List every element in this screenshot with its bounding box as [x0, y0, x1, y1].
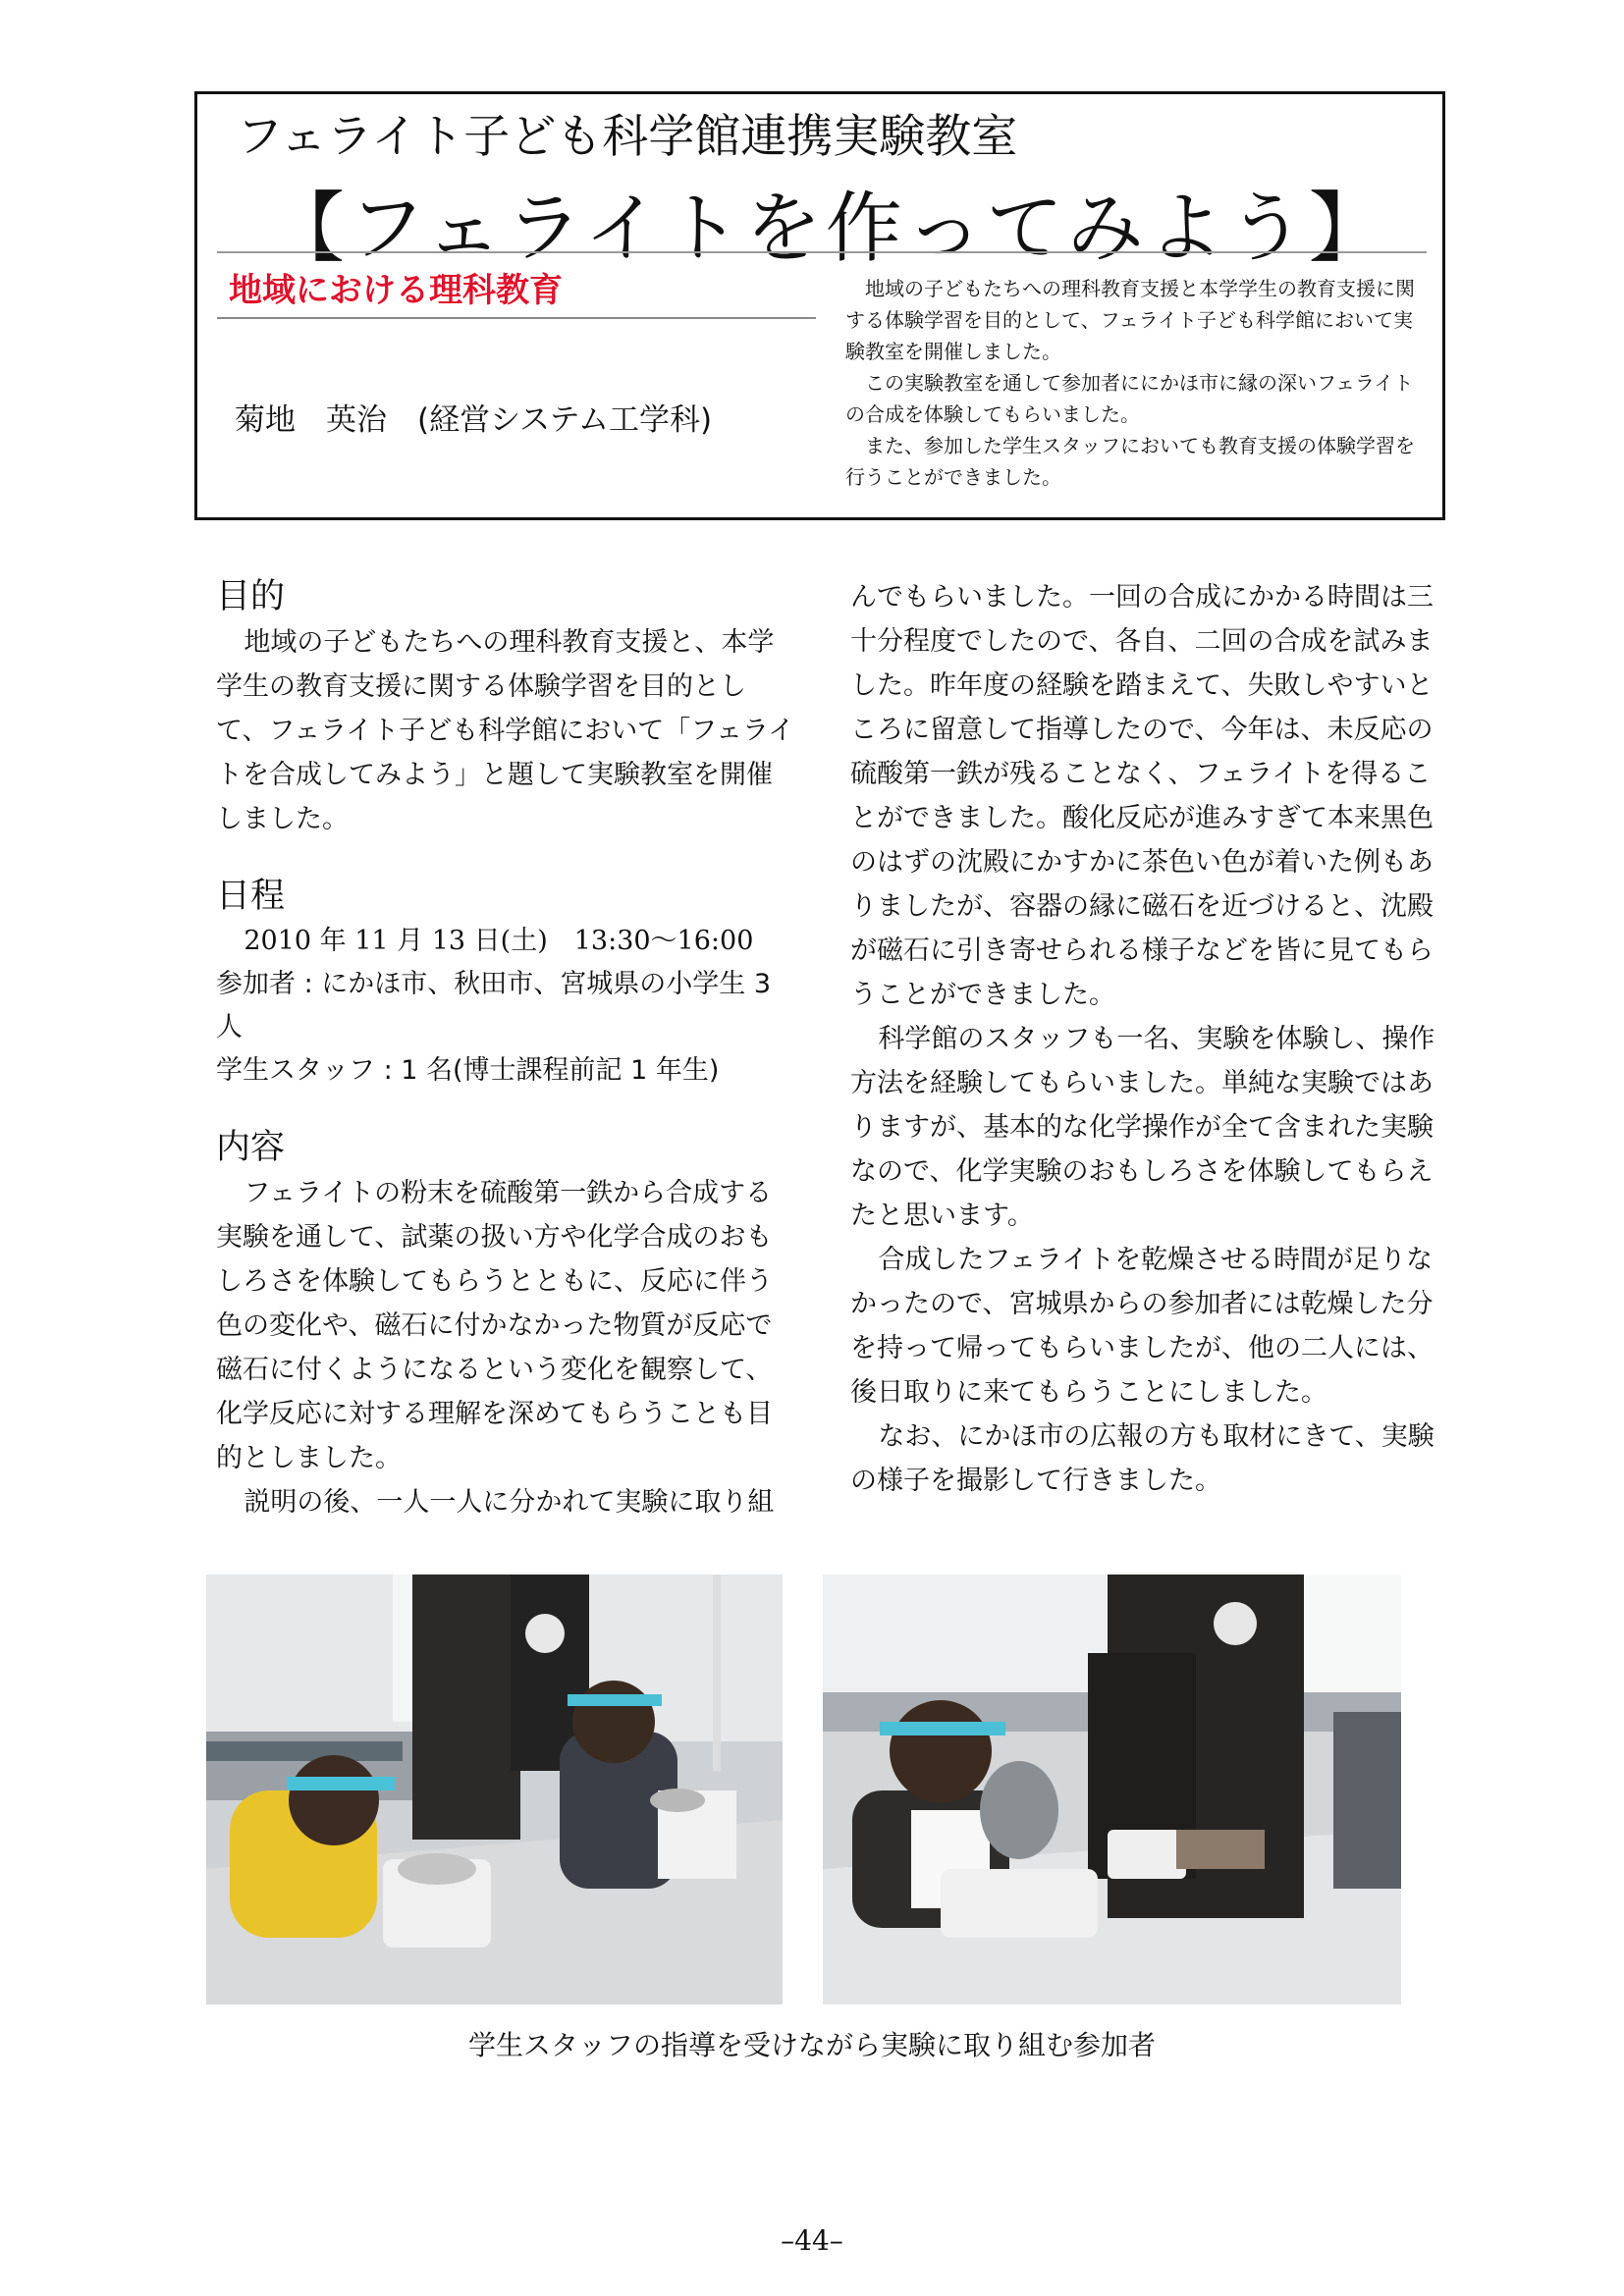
title-box: [194, 91, 1445, 520]
category-divider: [217, 317, 816, 319]
schedule-date: 2010 年 11 月 13 日(土) 13:30〜16:00: [244, 926, 754, 956]
experiment-photo-2: [823, 1575, 1401, 2004]
abstract-paragraph: また、参加した学生スタッフにおいても教育支援の体験学習を行うことができました。: [845, 434, 1415, 489]
content-paragraph: 科学館のスタッフも一名、実験を体験し、操作方法を経験してもらいました。単純な実験ではありますが、基本的な化学操作が全て含まれた実験なので、化学実験のおもしろさを体験してもらえたと思います。: [850, 1024, 1435, 1231]
page-title: 【フェライトを作ってみよう】: [268, 185, 1389, 273]
purpose-body: 地域の子どもたちへの理科教育支援と、本学学生の教育支援に関する体験学習を目的として、フェライト子ども科学館において「フェライトを合成してみよう」と題して実験教室を開催しました。: [216, 627, 795, 834]
right-column: [850, 575, 1439, 1503]
schedule-staff: 学生スタッフ : 1 名(博士課程前記 1 年生): [216, 1055, 720, 1086]
abstract: [845, 273, 1425, 493]
series-title: フェライト子ども科学館連携実験教室: [237, 110, 1018, 164]
content-paragraph: んでもらいました。一回の合成にかかる時間は三十分程度でしたので、各自、二回の合成を試みました。昨年度の経験を踏まえて、失敗しやすいところに留意して指導したので、今年は、未反応の硫酸第一鉄が残ることなく、フェライトを得ることができました。酸化反応が進みすぎて本来黒色のはずの沈殿にかすかに茶色い色が着いた例もありましたが、容器の縁に磁石を近づけると、沈殿が磁石に引き寄せられる様子などを皆に見てもらうことができました。: [850, 582, 1434, 1010]
content-paragraph: なお、にかほ市の広報の方も取材にきて、実験の様子を撮影して行きました。: [850, 1421, 1435, 1496]
content-paragraph: フェライトの粉末を硫酸第一鉄から合成する実験を通して、試薬の扱い方や化学合成のおもしろさを体験してもらうとともに、反応に伴う色の変化や、磁石に付かなかった物質が反応で磁石に付くようになるという変化を観察して、化学反応に対する理解を深めてもらうことも目的としました。: [216, 1178, 773, 1473]
section-title-content: 内容: [216, 1128, 286, 1167]
content-paragraph: 説明の後、一人一人に分かれて実験に取り組: [244, 1487, 775, 1518]
section-title-schedule: 日程: [216, 877, 286, 916]
page-number: –44–: [781, 2224, 843, 2257]
schedule-participants: 参加者 : にかほ市、秋田市、宮城県の小学生 3 人: [216, 969, 772, 1042]
experiment-photo-1: [206, 1575, 783, 2004]
left-column: [216, 575, 795, 1524]
content-paragraph: 合成したフェライトを乾燥させる時間が足りなかったので、宮城県からの参加者には乾燥した分を持って帰ってもらいましたが、他の二人には、後日取りに来てもらうことにしました。: [850, 1245, 1434, 1408]
author: 菊地 英治 (経営システム工学科): [235, 402, 713, 438]
title-divider: [217, 251, 1427, 253]
category-label: 地域における理科教育: [229, 271, 563, 310]
section-title-purpose: 目的: [216, 577, 286, 616]
figure-caption: 学生スタッフの指導を受けながら実験に取り組む参加者: [467, 2029, 1156, 2061]
abstract-paragraph: 地域の子どもたちへの理科教育支援と本学学生の教育支援に関する体験学習を目的として、フェライト子ども科学館において実験教室を開催しました。: [845, 277, 1415, 363]
abstract-paragraph: この実験教室を通して参加者ににかほ市に縁の深いフェライトの合成を体験してもらいました。: [845, 371, 1414, 426]
